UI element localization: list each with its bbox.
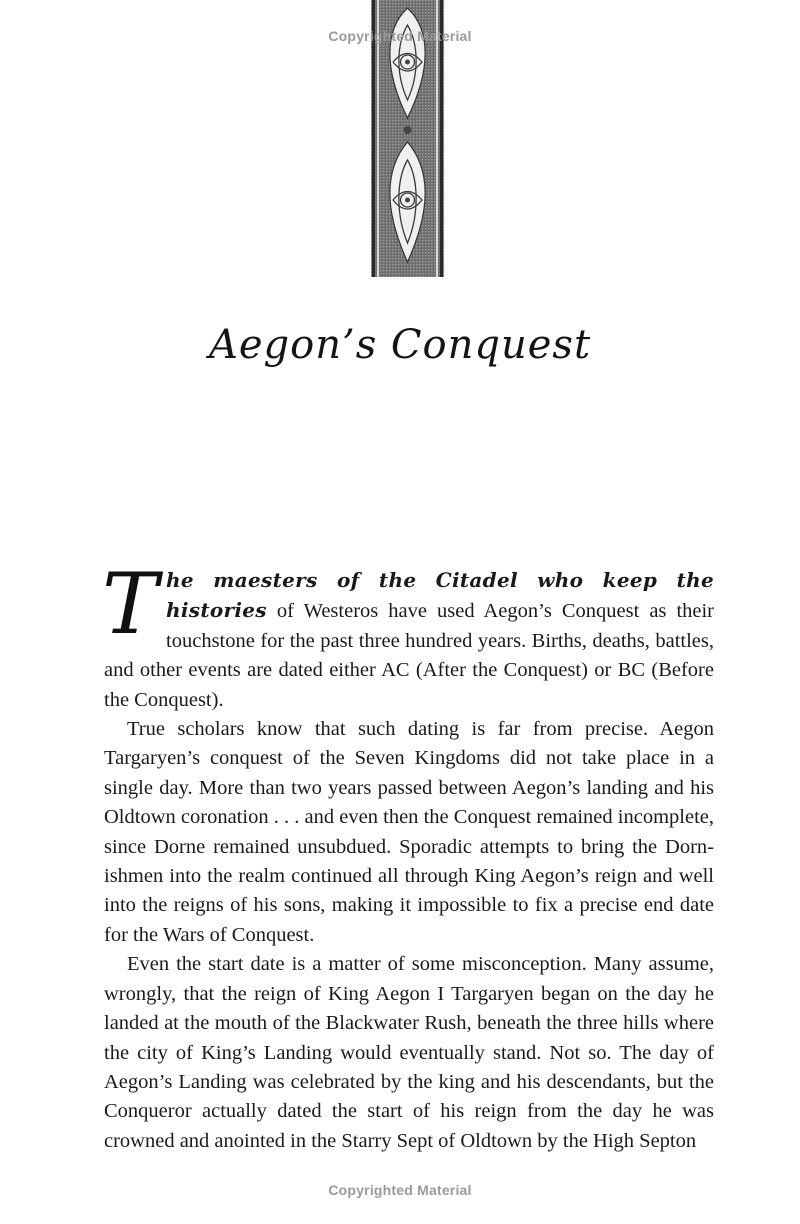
chapter-body [102,555,715,1156]
copyright-watermark-bottom: Copyrighted Material [328,1182,472,1198]
lead-in-text: he maesters of the Citadel who keep the histories [166,568,714,623]
copyright-watermark-top: Copyrighted Material [328,28,472,44]
paragraph-1 [102,555,715,715]
paragraph-3: Even the start date is a matter of some misconception. Many assume, wrongly, that the reign of King Aegon I Targaryen began on the day he landed at the mouth of the Blackwater Rush, beneath the three hills where the city of King’s Landing would eventually stand. Not so. The day of Aegon’s Landing was celebrated by the king and his descendants, but the Conqueror actually dated the start of his reign from the day he was crowned and anointed in the Starry Sept of Oldtown by the High Septon [104,953,714,1152]
paragraph-1-text: of Westeros have used Aegon’s Conquest as their touchstone for the past three hundred years. Births, deaths, battles, and other events are dated either AC (After the Conquest) or BC (Before the Conquest). [104,600,715,711]
chapter-title: Aegon’s Conquest [208,322,592,368]
paragraph-2: True scholars know that such dating is far from precise. Aegon Targaryen’s conquest of the Seven Kingdoms did not take place in a single day. More than two years passed between Aegon’s landing and his Oldtown coronation . . . and even then the Conquest remained incomplete, since Dorne remained unsubdued. Sporadic attempts to bring the Dornishmen into the realm continued all through King Aegon’s reign and well into the reigns of his sons, making it impossible to fix a precise end date for the Wars of Conquest. [104,718,714,946]
drop-cap: T [102,555,159,653]
